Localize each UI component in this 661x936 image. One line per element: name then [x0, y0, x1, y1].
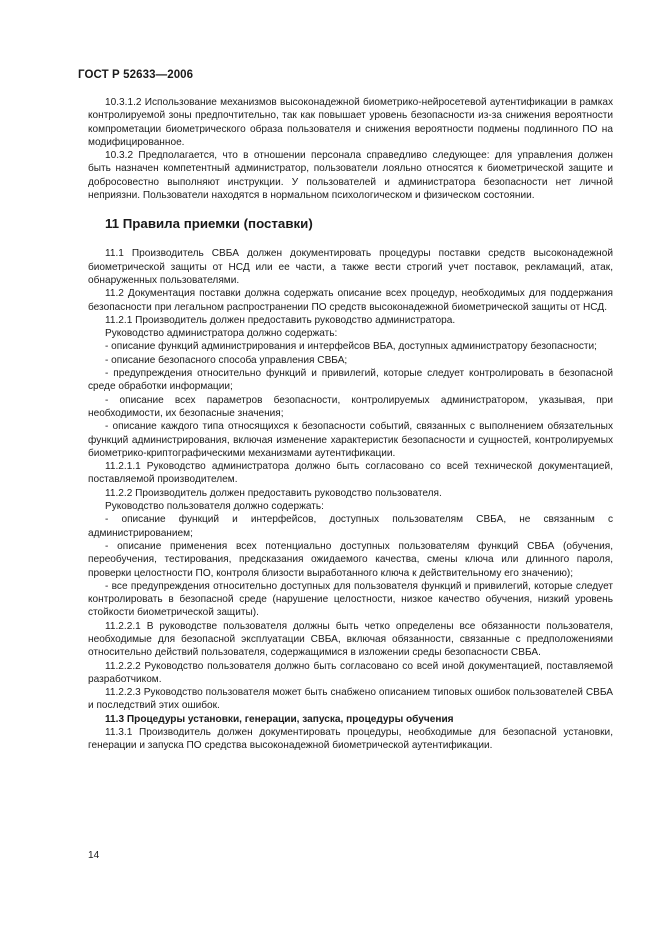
document-header: ГОСТ Р 52633—2006 [78, 69, 194, 81]
document-body [88, 96, 613, 753]
paragraph: 11.2.1 Производитель должен предоставить руководство администратора. [105, 314, 456, 326]
paragraph: 10.3.1.2 Использование механизмов высоконадежной биометрико-нейросетевой аутентификации в рамках контролируемой зоны предпочтительно, так как повышает уровень безопасности из-за снижения вероятности компрометации биометрического образа пользователя и снижения вероятности подмены подлинного ПО на модифицированное. [88, 97, 613, 148]
paragraph: 11.2 Документация поставки должна содержать описание всех процедур, необходимых для поддержания безопасности при легальном распространении ПО средств высоконадежной биометрической защиты от НСД. [88, 288, 613, 313]
paragraph: - описание безопасного способа управления СВБА; [105, 354, 348, 366]
paragraph: 11.3.1 Производитель должен документировать процедуры, необходимые для безопасной установки, генерации и запуска ПО средства высоконадежной биометрической аутентификации. [88, 727, 613, 752]
paragraph: 11.2.2.3 Руководство пользователя может быть снабжено описанием типовых ошибок пользователей СВБА и последствий этих ошибок. [88, 687, 613, 712]
paragraph: - предупреждения относительно функций и привилегий, которые следует контролировать в безопасной среде обработки информации; [88, 368, 613, 393]
paragraph: 11.2.2.1 В руководстве пользователя должны быть четко определены все обязанности пользователя, необходимые для безопасной эксплуатации СВБА, включая обязанности, связанные с предположениями относительно действий пользователя, содержащимися в изложении среды безопасности СВБА. [88, 620, 613, 659]
paragraph: - описание применения всех потенциально доступных пользователям функций СВБА (обучения, переобучения, тестирования, предсказания ожидаемого качества, смены ключа или длинного пароля, проверки целостности ПО, контроля близости выработанного ключа к действительному его значению); [88, 540, 613, 579]
paragraph: - описание функций администрирования и интерфейсов ВБА, доступных администратору безопасности; [105, 341, 597, 353]
paragraph: 10.3.2 Предполагается, что в отношении персонала справедливо следующее: для управления должен быть назначен компетентный администратор, пользователи лояльно относятся к биометрической защите и добросовестно выполняют инструкции. У пользователей и администратора безопасности нет личной неприязни. Пользователи находятся в нормальном психологическом и физическом состоянии. [88, 150, 613, 202]
paragraph: Руководство пользователя должно содержать: [105, 501, 324, 513]
paragraph: 11.2.1.1 Руководство администратора должно быть согласовано со всей технической документацией, поставляемой производителем. [88, 461, 613, 486]
paragraph: 11.1 Производитель СВБА должен документировать процедуры поставки средств высоконадежной биометрической защиты от НСД или ее части, а также вести строгий учет поставок, рекламаций, атак, обнаруженных пользователями. [88, 248, 613, 286]
paragraph: - описание каждого типа относящихся к безопасности событий, связанных с выполнением обязательных функций администрирования, включая изменение характеристик безопасности и сущностей, контролируемых биометрико-криптографическими механизмами аутентификации. [88, 421, 613, 459]
paragraph: Руководство администратора должно содержать: [105, 328, 338, 340]
paragraph: - описание всех параметров безопасности, контролируемых администратором, указывая, при необходимости, их безопасные значения; [88, 394, 613, 419]
subsection-heading: 11.3 Процедуры установки, генерации, запуска, процедуры обучения [105, 713, 454, 725]
paragraph: 11.2.2 Производитель должен предоставить руководство пользователя. [105, 487, 442, 499]
paragraph: - описание функций и интерфейсов, доступных пользователям СВБА, не связанным с администрированием; [88, 514, 613, 539]
section-heading: 11 Правила приемки (поставки) [105, 216, 313, 232]
paragraph: - все предупреждения относительно доступных для пользователя функций и привилегий, которые следует контролировать в безопасной среде (нарушение целостности, низкое качество обучения, низкий уровень стойкости биометрической защиты). [88, 580, 613, 619]
paragraph: 11.2.2.2 Руководство пользователя должно быть согласовано со всей иной документацией, поставляемой разработчиком. [88, 660, 613, 685]
page-number: 14 [88, 850, 100, 861]
